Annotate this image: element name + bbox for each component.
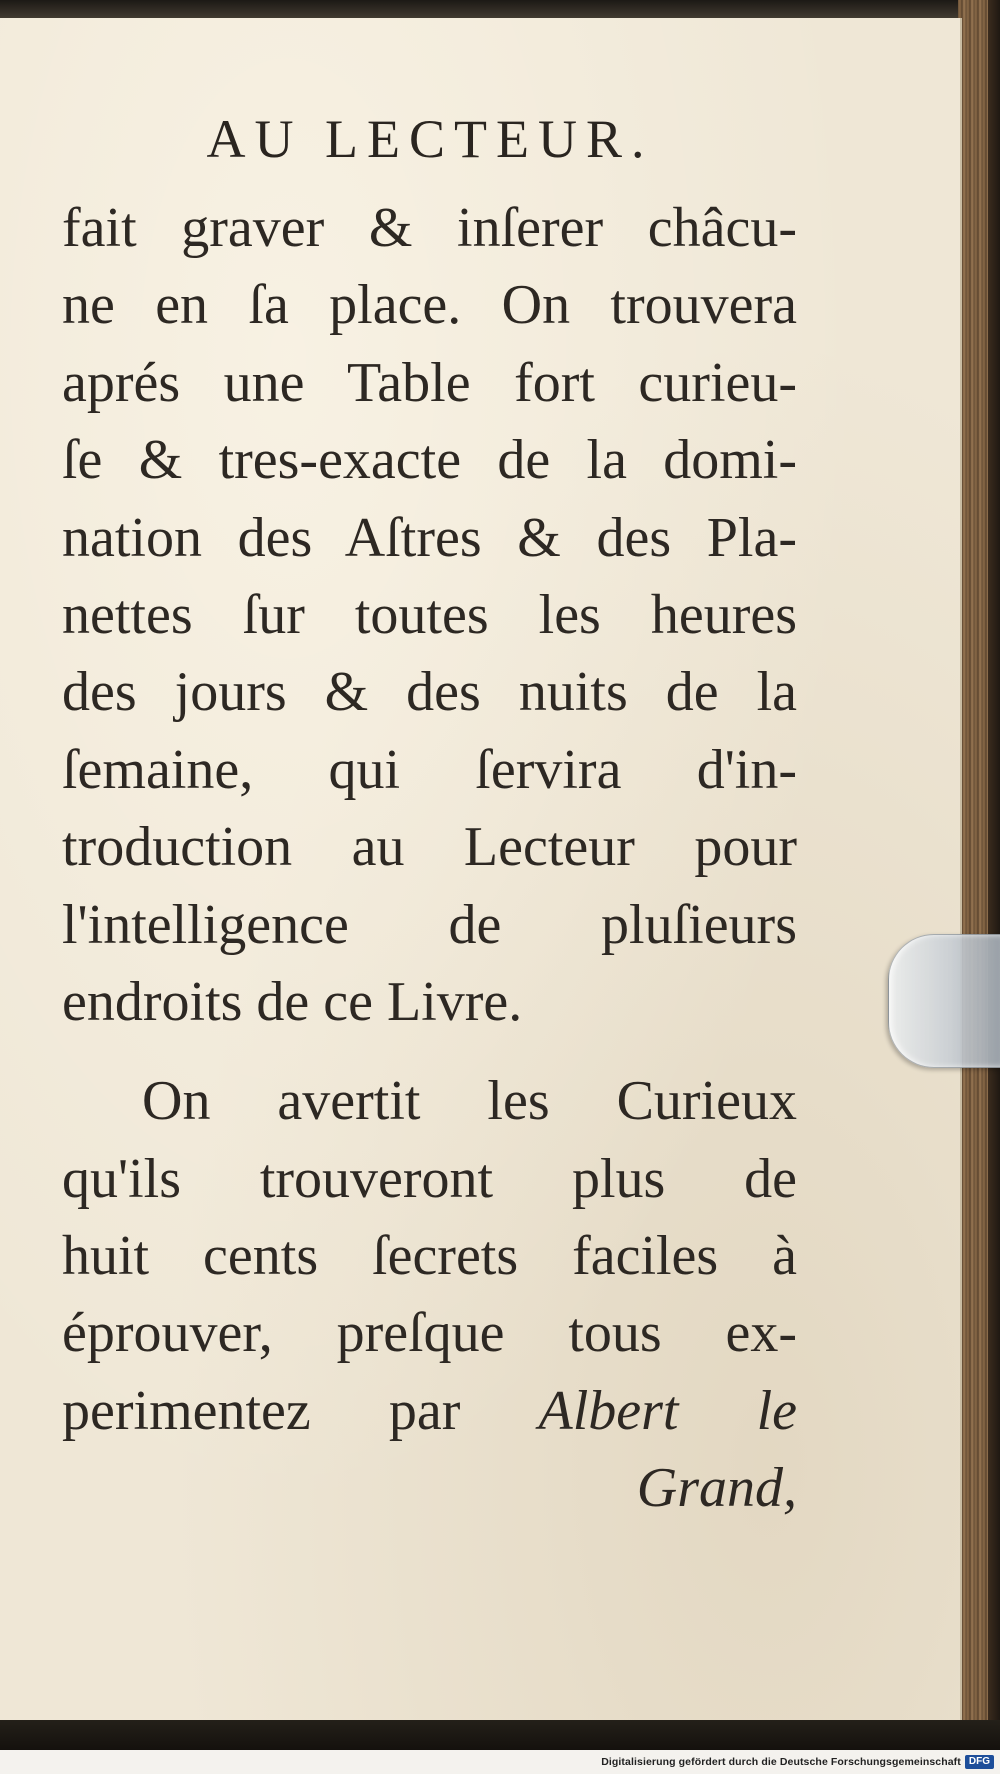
digitization-credit-bar	[0, 1750, 1000, 1774]
text-line: aprés une Table fort curieu-	[62, 351, 797, 414]
paragraph-2	[62, 1063, 797, 1527]
text-italic-name: Albert le	[538, 1379, 798, 1442]
text-line: qu'ils trouveront plus de	[62, 1147, 797, 1210]
text-line: éprouver, preſque tous ex-	[62, 1302, 797, 1365]
dfg-logo-icon: DFG	[965, 1755, 994, 1769]
text-line: l'intelligence de pluſieurs	[62, 893, 797, 956]
text-roman: perimentez par	[62, 1379, 461, 1442]
book-bottom-edge	[0, 1720, 1000, 1750]
text-line: On avertit les Curieux	[142, 1070, 797, 1133]
text-line: nettes ſur toutes les heures	[62, 583, 797, 646]
text-line: huit cents ſecrets faciles à	[62, 1225, 797, 1288]
book-fore-edge	[958, 0, 1000, 1740]
text-line: fait graver & inſerer châcu-	[62, 197, 797, 259]
text-line-mixed	[62, 1373, 797, 1450]
page-text	[62, 190, 797, 1528]
running-header: AU LECTEUR.	[206, 109, 654, 169]
text-line: ne en ſa place. On trouvera	[62, 274, 797, 337]
text-line: ſe & tres-exacte de la domi-	[62, 429, 797, 492]
text-line: ſemaine, qui ſervira d'in-	[62, 738, 797, 801]
catchword: Grand,	[636, 1457, 797, 1520]
text-line: troduction au Lecteur pour	[62, 816, 797, 879]
paragraph-1	[62, 190, 797, 1041]
text-line: des jours & des nuits de la	[62, 661, 797, 724]
text-line: nation des Aſtres & des Pla-	[62, 506, 797, 569]
text-line: endroits de ce Livre.	[62, 970, 523, 1033]
page-clip	[888, 934, 1000, 1068]
credit-text: Digitalisierung gefördert durch die Deutsche Forschungsgemeinschaft	[601, 1756, 961, 1768]
